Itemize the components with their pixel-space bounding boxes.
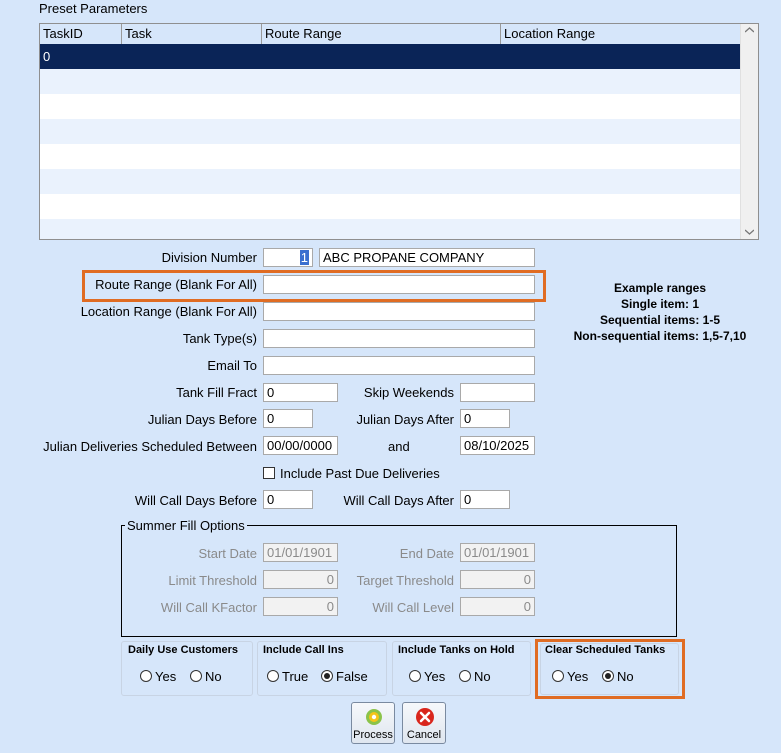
call-ins-title: Include Call Ins	[263, 644, 344, 656]
empty-row	[40, 119, 742, 144]
and-label: and	[388, 439, 410, 454]
clear-scheduled-yes-radio[interactable]	[552, 670, 564, 682]
will-call-kfactor-label: Will Call KFactor	[160, 600, 257, 615]
grid-scrollbar[interactable]	[740, 24, 758, 239]
will-call-level-label: Will Call Level	[372, 600, 454, 615]
example-single: Single item: 1	[620, 297, 700, 311]
daily-use-title: Daily Use Customers	[128, 644, 239, 656]
start-date-field: 01/01/1901	[263, 543, 338, 562]
empty-row	[40, 94, 742, 119]
cell-taskid: 0	[43, 49, 51, 64]
target-threshold-field: 0	[460, 570, 535, 589]
julian-after-label: Julian Days After	[356, 412, 454, 427]
location-range-field[interactable]	[263, 302, 535, 321]
daily-use-yes-label: Yes	[155, 669, 177, 684]
preset-grid[interactable]	[39, 23, 759, 240]
tanks-on-hold-title: Include Tanks on Hold	[398, 644, 515, 656]
col-taskid[interactable]: TaskID	[40, 24, 122, 44]
julian-after-field[interactable]: 0	[460, 409, 510, 428]
route-range-field[interactable]	[263, 275, 535, 294]
tank-types-label: Tank Type(s)	[182, 331, 257, 346]
call-ins-false-radio[interactable]	[321, 670, 333, 682]
empty-row	[40, 169, 742, 194]
tank-types-field[interactable]	[263, 329, 535, 348]
will-call-after-label: Will Call Days After	[343, 493, 454, 508]
julian-between-label: Julian Deliveries Scheduled Between	[43, 439, 257, 454]
past-due-checkbox[interactable]	[263, 467, 275, 479]
julian-from-field[interactable]: 00/00/0000	[263, 436, 338, 455]
tanks-on-hold-no-radio[interactable]	[459, 670, 471, 682]
route-range-label: Route Range (Blank For All)	[95, 277, 257, 292]
tanks-on-hold-yes-radio[interactable]	[409, 670, 421, 682]
scroll-up-icon[interactable]	[745, 27, 754, 33]
process-button[interactable]	[351, 702, 395, 744]
example-ranges	[540, 280, 780, 344]
scroll-down-icon[interactable]	[745, 229, 754, 235]
table-row[interactable]	[40, 44, 742, 69]
will-call-after-field[interactable]: 0	[460, 490, 510, 509]
target-threshold-label: Target Threshold	[356, 573, 454, 588]
email-field[interactable]	[263, 356, 535, 375]
call-ins-true-radio[interactable]	[267, 670, 279, 682]
grid-header	[40, 24, 742, 45]
julian-to-field[interactable]: 08/10/2025	[460, 436, 535, 455]
email-label: Email To	[207, 358, 257, 373]
tank-fill-label: Tank Fill Fract	[176, 385, 257, 400]
clear-scheduled-title: Clear Scheduled Tanks	[545, 644, 666, 656]
tanks-on-hold-no-label: No	[474, 669, 491, 684]
cancel-button-label: Cancel	[406, 729, 442, 741]
cancel-button[interactable]	[402, 702, 446, 744]
will-call-before-field[interactable]: 0	[263, 490, 313, 509]
daily-use-yes-radio[interactable]	[140, 670, 152, 682]
clear-scheduled-no-label: No	[617, 669, 634, 684]
call-ins-true-label: True	[282, 669, 309, 684]
division-label: Division Number	[161, 250, 257, 265]
example-sequential: Sequential items: 1-5	[599, 313, 721, 327]
preset-title: Preset Parameters	[39, 1, 148, 16]
division-number-field[interactable]: 1	[263, 248, 313, 267]
col-task[interactable]: Task	[122, 24, 262, 44]
limit-threshold-label: Limit Threshold	[168, 573, 257, 588]
call-ins-false-label: False	[336, 669, 368, 684]
clear-scheduled-no-radio[interactable]	[602, 670, 614, 682]
daily-use-no-radio[interactable]	[190, 670, 202, 682]
limit-threshold-field: 0	[263, 570, 338, 589]
summer-fill-legend: Summer Fill Options	[127, 518, 245, 533]
division-name-field: ABC PROPANE COMPANY	[319, 248, 535, 267]
gear-icon	[364, 707, 384, 727]
will-call-kfactor-field: 0	[263, 597, 338, 616]
past-due-label: Include Past Due Deliveries	[280, 466, 440, 481]
start-date-label: Start Date	[198, 546, 257, 561]
col-location-range[interactable]: Location Range	[504, 26, 596, 41]
empty-row	[40, 69, 742, 94]
empty-row	[40, 219, 742, 240]
process-button-label: Process	[353, 729, 393, 741]
tank-fill-field[interactable]: 0	[263, 383, 338, 402]
example-nonsequential: Non-sequential items: 1,5-7,10	[573, 329, 747, 343]
will-call-level-field: 0	[460, 597, 535, 616]
will-call-before-label: Will Call Days Before	[134, 493, 257, 508]
tanks-on-hold-yes-label: Yes	[424, 669, 446, 684]
col-route-range[interactable]: Route Range	[262, 24, 501, 44]
cancel-icon	[415, 707, 435, 727]
end-date-label: End Date	[399, 546, 454, 561]
julian-before-label: Julian Days Before	[147, 412, 257, 427]
location-range-label: Location Range (Blank For All)	[80, 304, 257, 319]
end-date-field: 01/01/1901	[460, 543, 535, 562]
daily-use-no-label: No	[205, 669, 222, 684]
clear-scheduled-yes-label: Yes	[567, 669, 589, 684]
example-title: Example ranges	[613, 281, 707, 295]
empty-row	[40, 194, 742, 219]
julian-before-field[interactable]: 0	[263, 409, 313, 428]
skip-weekends-label: Skip Weekends	[363, 385, 454, 400]
empty-row	[40, 144, 742, 169]
skip-weekends-field[interactable]	[460, 383, 535, 402]
